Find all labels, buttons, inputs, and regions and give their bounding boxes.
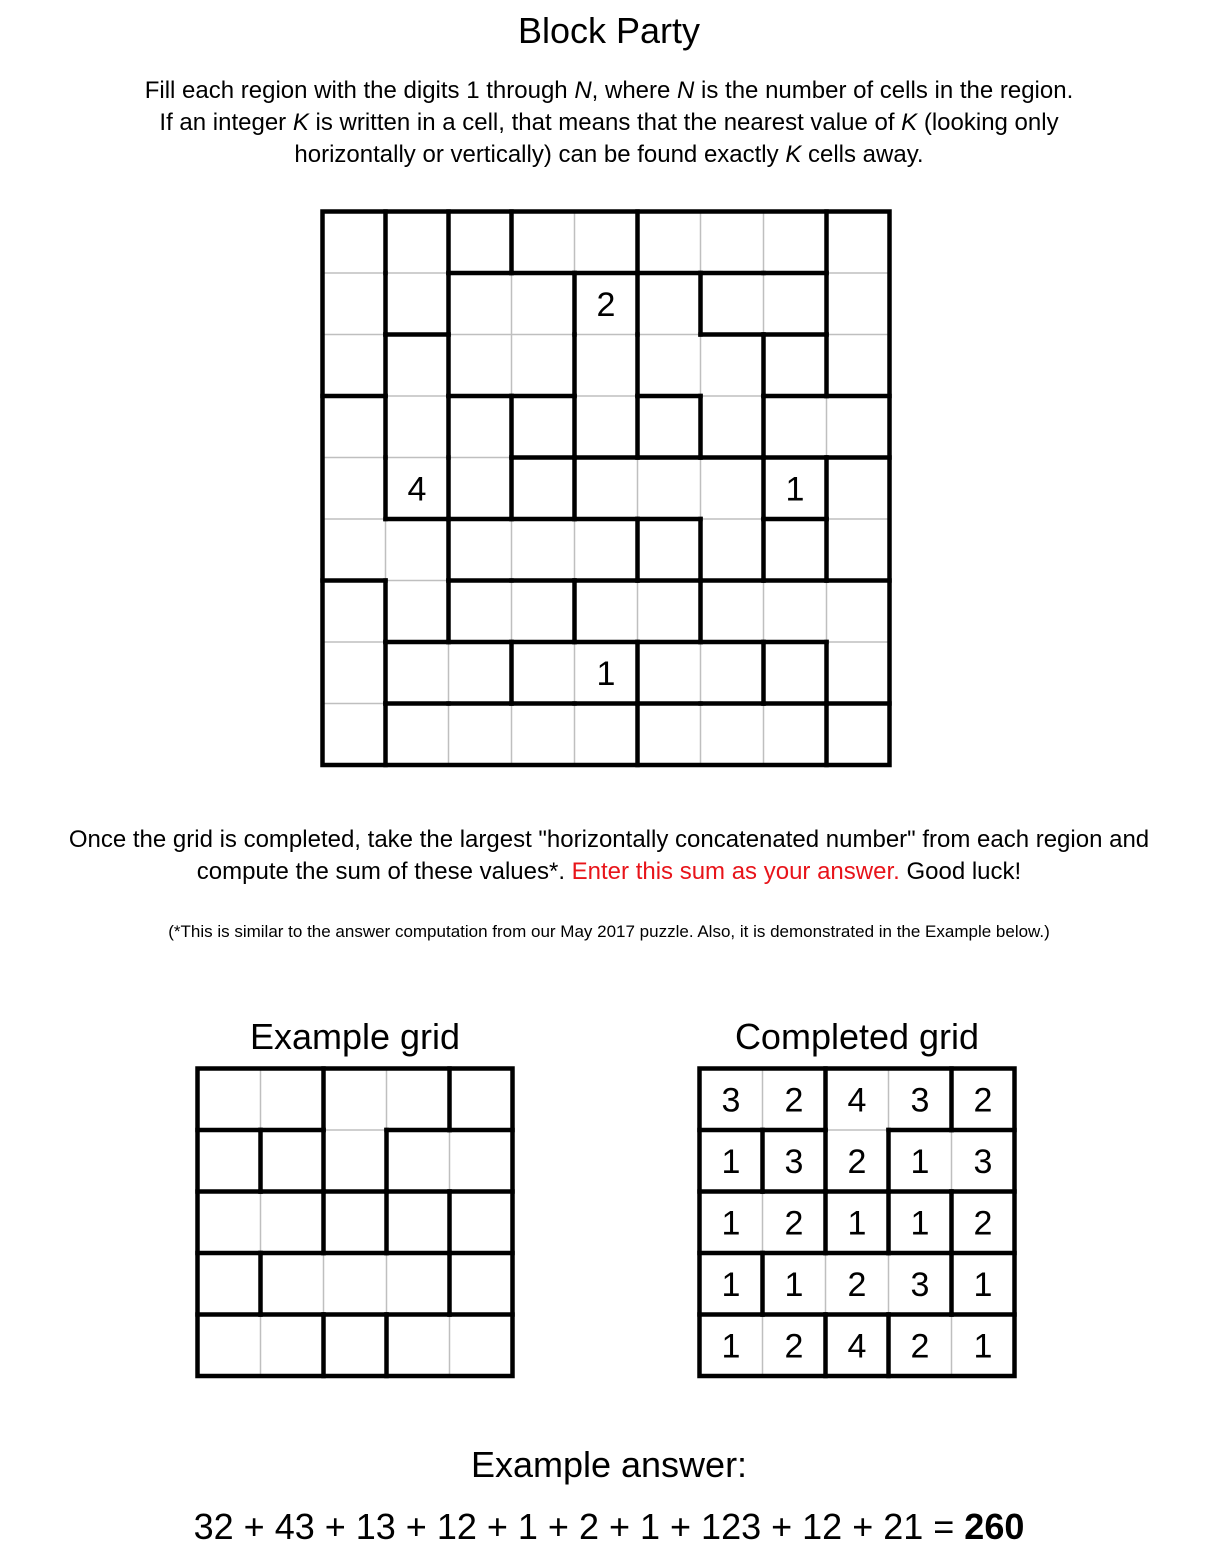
completed-cell-value: 1 (721, 1265, 741, 1304)
instructions-text (0, 824, 1218, 888)
completed-cell-value: 2 (847, 1142, 867, 1181)
completed-cell-value: 1 (721, 1142, 741, 1181)
given-clue: 4 (407, 470, 427, 509)
completed-cell-value: 2 (847, 1265, 867, 1304)
rules-text (60, 75, 1158, 171)
rules-line-3: horizontally or vertically) can be found exactly K cells away. (294, 141, 924, 168)
completed-cell-value: 1 (910, 1204, 930, 1243)
completed-cell-value: 3 (910, 1081, 930, 1120)
example-answer-equation: 32 + 43 + 13 + 12 + 1 + 2 + 1 + 123 + 12 + 21 = 260 (193, 1506, 1025, 1547)
rules-line-2: If an integer K is written in a cell, that means that the nearest value of K (looking only (159, 109, 1059, 136)
page-title: Block Party (517, 10, 701, 51)
completed-cell-value: 1 (973, 1327, 993, 1366)
completed-cell-value: 2 (910, 1327, 930, 1366)
completed-cell-value: 1 (973, 1265, 993, 1304)
given-clue: 1 (596, 654, 616, 693)
completed-cell-value: 3 (910, 1265, 930, 1304)
example-answer-total: 260 (964, 1506, 1025, 1547)
completed-cell-value: 1 (847, 1204, 867, 1243)
given-clue: 2 (596, 285, 616, 324)
completed-cell-value: 1 (784, 1265, 804, 1304)
completed-cell-value: 3 (784, 1142, 804, 1181)
completed-grid (694, 1064, 1020, 1380)
completed-cell-value: 2 (973, 1081, 993, 1120)
answer-instruction: Enter this sum as your answer. (571, 858, 900, 885)
given-clue: 1 (785, 470, 805, 509)
grid-outer-border (198, 1069, 513, 1377)
completed-cell-value: 1 (721, 1327, 741, 1366)
main-puzzle-grid[interactable] (317, 207, 895, 769)
instructions-line-1: Once the grid is completed, take the largest "horizontally concatenated number" from each region and (68, 826, 1150, 853)
completed-cell-value: 2 (784, 1204, 804, 1243)
completed-cell-value: 2 (973, 1204, 993, 1243)
completed-cell-value: 4 (847, 1327, 867, 1366)
example-grid (192, 1064, 516, 1380)
completed-cell-value: 2 (784, 1327, 804, 1366)
footnote: (*This is similar to the answer computation from our May 2017 puzzle. Also, it is demonstrated in the Example below.) (168, 922, 1050, 941)
completed-cell-value: 3 (973, 1142, 993, 1181)
completed-cell-value: 4 (847, 1081, 867, 1120)
completed-grid-title: Completed grid (734, 1016, 980, 1057)
completed-cell-value: 1 (721, 1204, 741, 1243)
example-grid-title: Example grid (249, 1016, 461, 1057)
completed-cell-value: 3 (721, 1081, 741, 1120)
completed-cell-value: 1 (910, 1142, 930, 1181)
instructions-line-2: compute the sum of these values*. Enter this sum as your answer. Good luck! (196, 858, 1022, 885)
rules-line-1: Fill each region with the digits 1 through N, where N is the number of cells in the region. (144, 77, 1074, 104)
example-answer-title: Example answer: (470, 1444, 748, 1485)
completed-cell-value: 2 (784, 1081, 804, 1120)
